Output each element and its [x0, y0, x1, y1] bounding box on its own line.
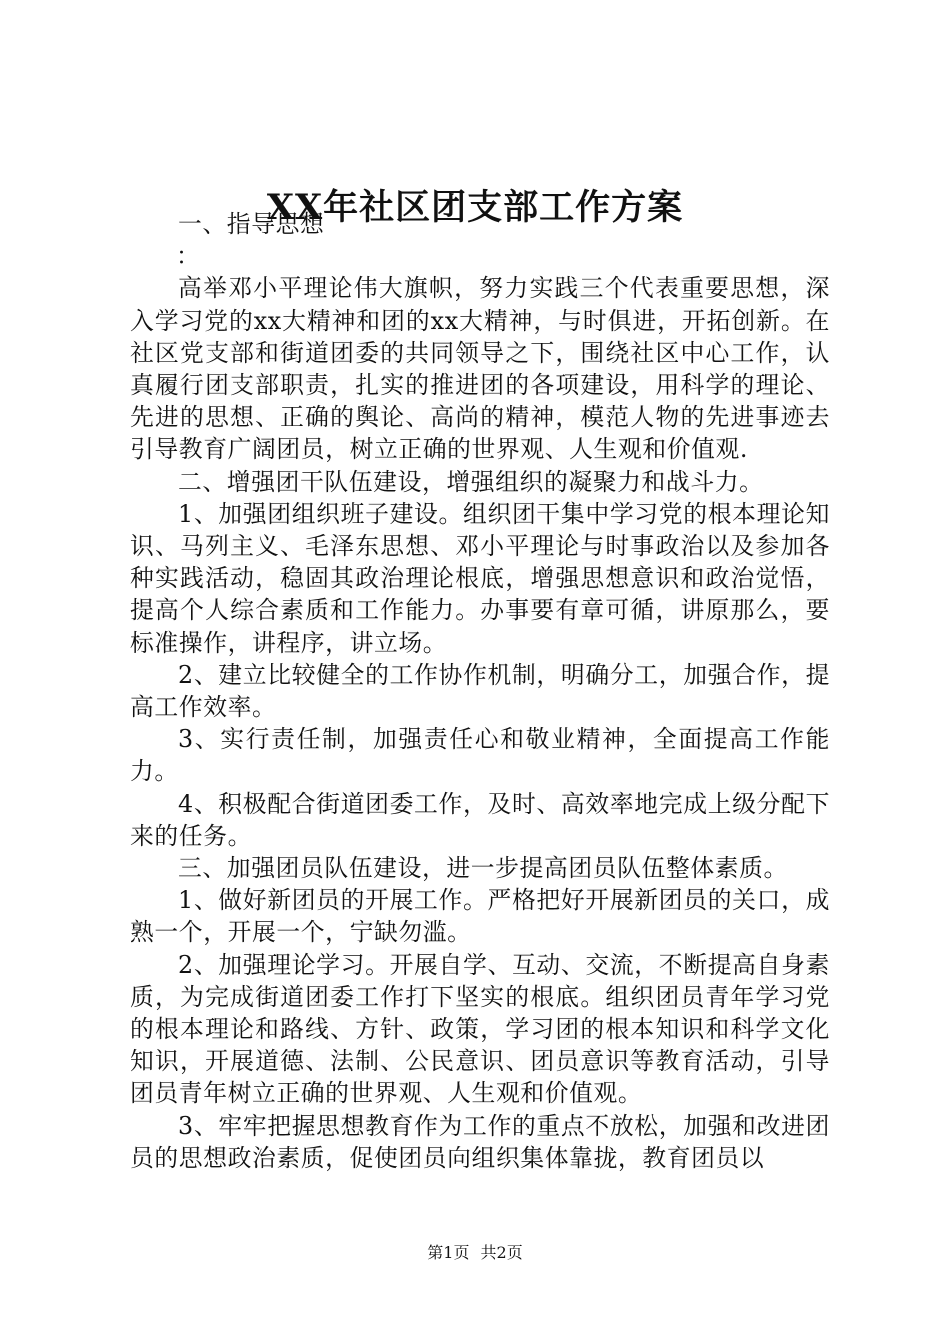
section-heading-guiding-thought: 一、指导思想 [178, 210, 325, 238]
paragraph-item: 4、积极配合街道团委工作，及时、高效率地完成上级分配下来的任务。 [130, 789, 830, 850]
section-heading-member-team: 三、加强团员队伍建设，进一步提高团员队伍整体素质。 [178, 854, 788, 883]
paragraph-item: 1、加强团组织班子建设。组织团干集中学习党的根本理论知识、马列主义、毛泽东思想、邓小平理论与时事政治以及参加各种实践活动，稳固其政治理论根底，增强思想意识和政治觉悟，提高个人综合素质和工作能力。办事要有章可循，讲原那么，要标准操作，讲程序，讲立场。 [130, 499, 830, 657]
paragraph-guiding-thought: 高举邓小平理论伟大旗帜，努力实践三个代表重要思想，深入学习党的xx大精神和团的xx大精神，与时俱进，开拓创新。在社区党支部和街道团委的共同领导之下，围绕社区中心工作，认真履行团支部职责，扎实的推进团的各项建设，用科学的理论、先进的思想、正确的舆论、高尚的精神，模范人物的先进事迹去引导教育广阔团员，树立正确的世界观、人生观和价值观. [130, 274, 830, 464]
document-title: XX年社区团支部工作方案 [266, 187, 684, 228]
paragraph-item: 3、牢牢把握思想教育作为工作的重点不放松，加强和改进团员的思想政治素质，促使团员向组织集体靠拢，教育团员以 [130, 1111, 830, 1172]
paragraph-item: 2、建立比较健全的工作协作机制，明确分工，加强合作，提高工作效率。 [130, 660, 830, 722]
colon-line: ： [176, 242, 201, 271]
page-total: 共2页 [480, 1243, 523, 1262]
document-body [130, 208, 830, 1174]
page-number: 第1页 [427, 1243, 470, 1262]
paragraph-item: 1、做好新团员的开展工作。严格把好开展新团员的关口，成熟一个，开展一个，宁缺勿滥。 [130, 886, 830, 947]
page-footer [0, 1243, 950, 1263]
paragraph-item: 3、实行责任制，加强责任心和敬业精神，全面提高工作能力。 [130, 725, 830, 786]
section-heading-cadre-team: 二、增强团干队伍建设，增强组织的凝聚力和战斗力。 [178, 467, 764, 496]
paragraph-item: 2、加强理论学习。开展自学、互动、交流，不断提高自身素质，为完成街道团委工作打下坚实的根底。组织团员青年学习党的根本理论和路线、方针、政策，学习团的根本知识和科学文化知识，开展道德、法制、公民意识、团员意识等教育活动，引导团员青年树立正确的世界观、人生观和价值观。 [130, 950, 830, 1108]
